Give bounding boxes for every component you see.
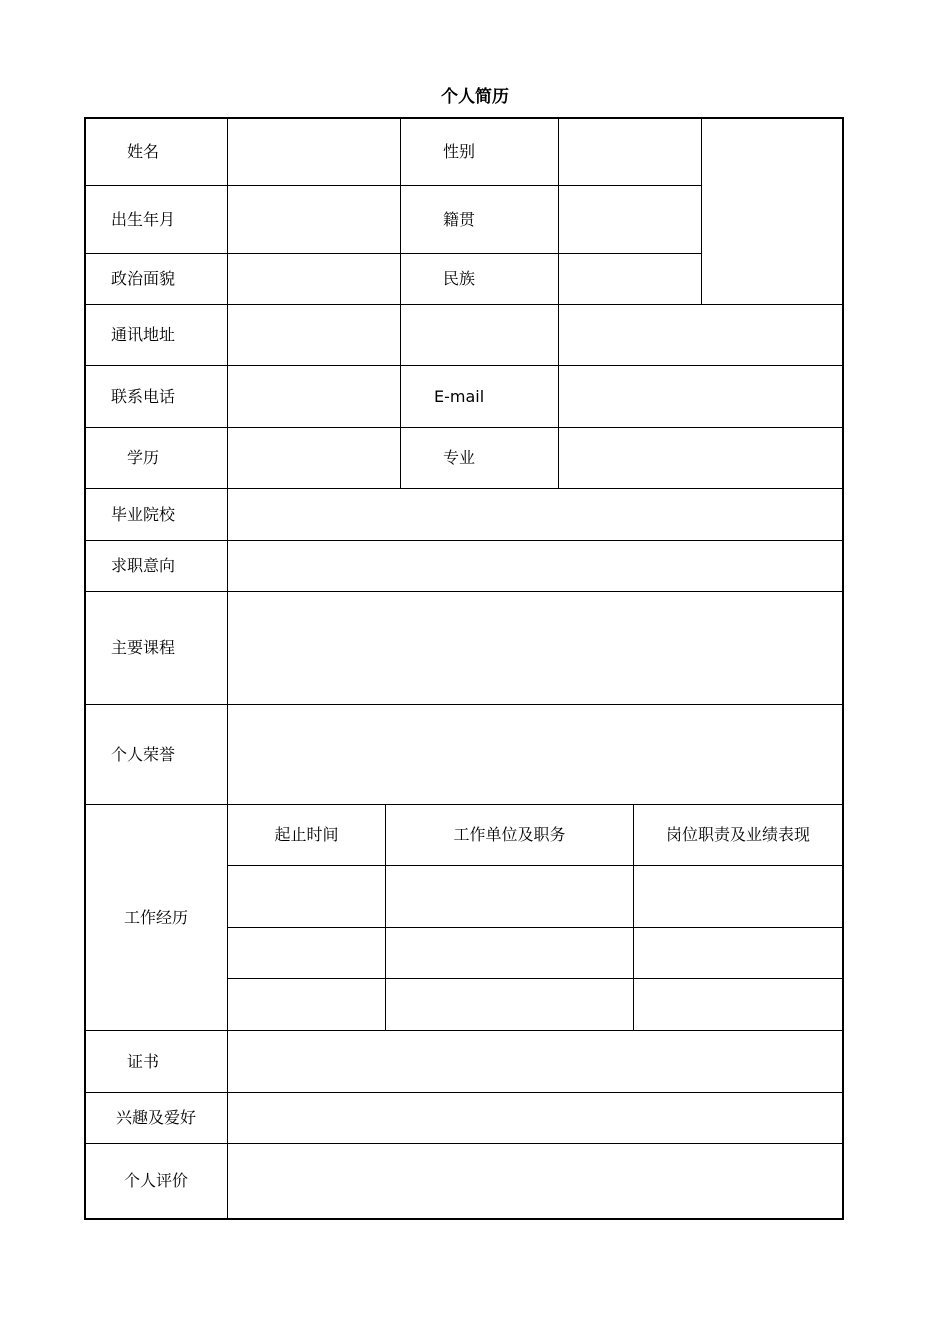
work-duties-field-1[interactable] bbox=[634, 866, 842, 927]
political-status-label: 政治面貌 bbox=[111, 269, 176, 288]
school-field[interactable] bbox=[228, 489, 842, 540]
major-field[interactable] bbox=[559, 428, 842, 488]
main-courses-field[interactable] bbox=[228, 592, 842, 704]
email-field[interactable] bbox=[559, 366, 842, 427]
education-field[interactable] bbox=[228, 428, 400, 488]
self-evaluation-field[interactable] bbox=[228, 1144, 842, 1218]
work-header-period: 起止时间 bbox=[274, 825, 339, 844]
certificates-label: 证书 bbox=[127, 1051, 160, 1071]
work-duties-field-2[interactable] bbox=[634, 928, 842, 978]
education-label: 学历 bbox=[127, 448, 160, 467]
email-label: E-mail bbox=[434, 386, 485, 406]
hobbies-field[interactable] bbox=[228, 1093, 842, 1143]
table-border-right bbox=[842, 117, 844, 1220]
birth-label: 出生年月 bbox=[111, 209, 176, 229]
gender-field[interactable] bbox=[559, 118, 701, 185]
phone-field[interactable] bbox=[228, 366, 400, 427]
main-courses-label: 主要课程 bbox=[111, 638, 176, 657]
address-label: 通讯地址 bbox=[111, 325, 176, 344]
native-place-field[interactable] bbox=[559, 186, 701, 253]
photo-area[interactable] bbox=[702, 119, 842, 304]
political-status-field[interactable] bbox=[228, 254, 400, 304]
work-header-duties: 岗位职责及业绩表现 bbox=[665, 825, 810, 844]
self-evaluation-label: 个人评价 bbox=[123, 1171, 188, 1190]
gender-label: 性别 bbox=[443, 141, 476, 161]
school-label: 毕业院校 bbox=[111, 504, 176, 524]
honors-label: 个人荣誉 bbox=[111, 744, 176, 764]
ethnicity-field[interactable] bbox=[559, 254, 701, 304]
work-header-employer: 工作单位及职务 bbox=[453, 825, 566, 844]
job-intention-label: 求职意向 bbox=[111, 556, 176, 575]
work-duties-field-3[interactable] bbox=[634, 979, 842, 1030]
work-experience-label: 工作经历 bbox=[123, 907, 188, 927]
work-employer-field-1[interactable] bbox=[386, 866, 633, 927]
birth-field[interactable] bbox=[228, 186, 400, 253]
work-period-field-1[interactable] bbox=[228, 866, 385, 927]
certificates-field[interactable] bbox=[228, 1031, 842, 1092]
ethnicity-label: 民族 bbox=[443, 269, 476, 288]
hobbies-label: 兴趣及爱好 bbox=[115, 1108, 196, 1127]
work-employer-field-3[interactable] bbox=[386, 979, 633, 1030]
job-intention-field[interactable] bbox=[228, 541, 842, 591]
name-label: 姓名 bbox=[127, 141, 160, 161]
work-employer-field-2[interactable] bbox=[386, 928, 633, 978]
work-period-field-3[interactable] bbox=[228, 979, 385, 1030]
name-field[interactable] bbox=[228, 118, 400, 185]
work-period-field-2[interactable] bbox=[228, 928, 385, 978]
address-field[interactable] bbox=[228, 305, 842, 365]
major-label: 专业 bbox=[443, 448, 476, 467]
honors-field[interactable] bbox=[228, 705, 842, 804]
table-border-bottom bbox=[84, 1218, 844, 1220]
native-place-label: 籍贯 bbox=[443, 209, 476, 229]
page-title: 个人简历 bbox=[441, 87, 509, 107]
phone-label: 联系电话 bbox=[111, 386, 176, 406]
